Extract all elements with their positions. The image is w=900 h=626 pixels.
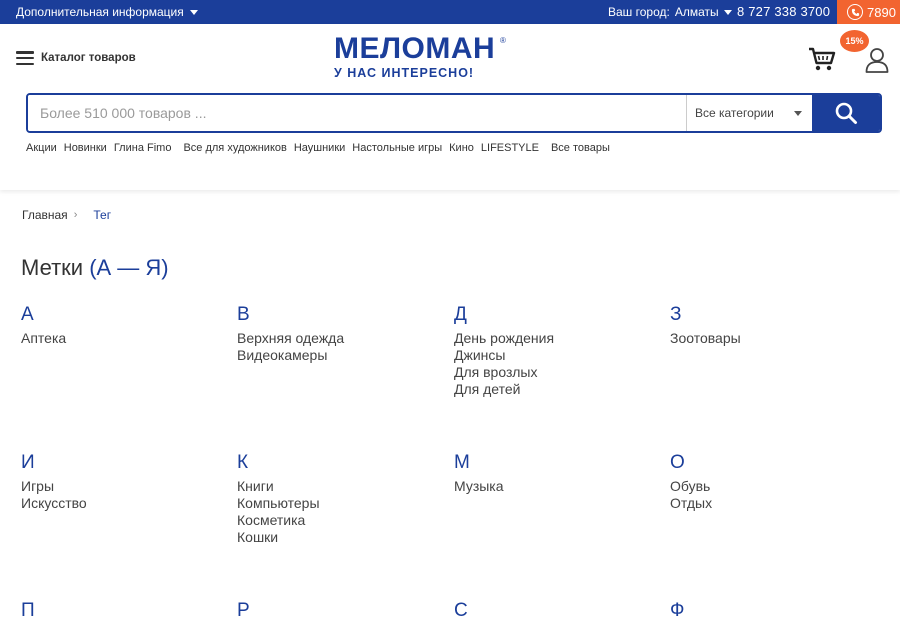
tag-link[interactable]: Компьютеры <box>237 495 320 511</box>
category-select-value: Все категории <box>695 106 774 120</box>
search-bar <box>26 93 882 133</box>
city-name: Алматы <box>674 5 719 19</box>
top-bar <box>0 0 900 24</box>
cart-icon[interactable] <box>808 46 836 72</box>
letter-group <box>21 452 231 512</box>
phone-icon <box>847 4 863 20</box>
group-letter: З <box>670 304 682 325</box>
chevron-right-icon: › <box>73 209 78 221</box>
quick-link[interactable]: Все для художников <box>183 142 287 154</box>
tag-list <box>237 478 447 546</box>
short-number: 7890 <box>867 4 896 20</box>
letter-group <box>670 452 880 512</box>
breadcrumb-home[interactable]: Главная <box>22 208 68 222</box>
tag-link[interactable]: Искусство <box>21 495 87 511</box>
group-letter: К <box>237 452 249 473</box>
letter-group <box>670 304 880 347</box>
quick-link[interactable]: Новинки <box>63 142 107 154</box>
tag-list <box>237 330 447 364</box>
letter-group <box>21 304 231 347</box>
tag-link[interactable]: Кошки <box>237 529 279 545</box>
tag-link[interactable]: Видеокамеры <box>237 347 328 363</box>
quick-link[interactable]: Кино <box>449 142 474 154</box>
tag-link[interactable]: Для врозлых <box>454 364 538 380</box>
logo-slogan: У НАС ИНТЕРЕСНО! <box>334 66 475 80</box>
discount-badge: 15% <box>840 30 869 52</box>
search-icon <box>834 101 858 125</box>
quick-link[interactable]: Наушники <box>293 142 346 154</box>
letter-group <box>670 600 880 626</box>
group-letter: М <box>454 452 470 473</box>
tag-link[interactable]: Для детей <box>454 381 521 397</box>
catalog-menu-button[interactable] <box>16 51 136 65</box>
phone-number[interactable]: 8 727 338 3700 <box>737 4 831 19</box>
chevron-down-icon <box>724 10 732 15</box>
tag-link[interactable]: Зоотовары <box>670 330 741 346</box>
category-select[interactable] <box>686 95 812 131</box>
tag-list <box>454 478 664 495</box>
quick-link[interactable]: Акции <box>26 142 57 154</box>
catalog-label: Каталог товаров <box>41 52 136 64</box>
group-letter: А <box>21 304 34 325</box>
tag-link[interactable]: Верхняя одежда <box>237 330 345 346</box>
site-logo[interactable] <box>334 34 514 82</box>
breadcrumb-current: Тег <box>93 208 112 222</box>
tag-link[interactable]: Обувь <box>670 478 711 494</box>
chevron-down-icon <box>794 111 802 116</box>
group-letter: Д <box>454 304 467 325</box>
group-letter: И <box>21 452 35 473</box>
letter-group <box>237 304 447 364</box>
search-button[interactable] <box>812 95 880 131</box>
group-letter: Р <box>237 600 250 621</box>
short-number-button[interactable] <box>837 0 900 24</box>
tag-link[interactable]: Книги <box>237 478 274 494</box>
city-prefix: Ваш город: <box>608 5 670 19</box>
tag-link[interactable]: Игры <box>21 478 55 494</box>
search-input[interactable] <box>28 95 686 131</box>
tag-link[interactable]: День рождения <box>454 330 555 346</box>
quick-links <box>26 142 617 154</box>
quick-link[interactable]: Все товары <box>550 142 610 154</box>
chevron-down-icon <box>190 10 198 15</box>
menu-icon <box>16 51 34 65</box>
tag-link[interactable]: Косметика <box>237 512 306 528</box>
group-letter: В <box>237 304 250 325</box>
letter-group <box>237 452 447 546</box>
tag-link[interactable]: Аптека <box>21 330 67 346</box>
tag-list <box>21 330 231 347</box>
logo-brand: МЕЛОМАН <box>334 32 496 65</box>
additional-info-dropdown[interactable] <box>16 5 198 19</box>
page-title <box>21 255 169 281</box>
letter-group <box>454 452 664 495</box>
quick-link[interactable]: LIFESTYLE <box>480 142 539 154</box>
user-icon[interactable] <box>865 47 889 73</box>
group-letter: П <box>21 600 35 621</box>
letter-group <box>454 600 664 626</box>
site-header <box>0 24 900 190</box>
letter-group <box>237 600 447 626</box>
page-title-range: (А — Я) <box>89 255 169 280</box>
letter-group <box>454 304 664 398</box>
page-title-text: Метки <box>21 255 90 280</box>
group-letter: О <box>670 452 685 473</box>
quick-link[interactable]: Настольные игры <box>352 142 443 154</box>
city-selector[interactable] <box>608 5 732 19</box>
group-letter: С <box>454 600 468 621</box>
tag-list <box>670 478 880 512</box>
tag-link[interactable]: Музыка <box>454 478 504 494</box>
tag-list <box>454 330 664 398</box>
breadcrumb <box>22 208 111 222</box>
tag-list <box>670 330 880 347</box>
quick-link[interactable]: Глина Fimo <box>113 142 172 154</box>
additional-info-label: Дополнительная информация <box>16 5 184 19</box>
tag-list <box>21 478 231 512</box>
tag-link[interactable]: Джинсы <box>454 347 506 363</box>
registered-mark: ® <box>500 36 506 45</box>
tag-link[interactable]: Отдых <box>670 495 713 511</box>
letter-group <box>21 600 231 626</box>
group-letter: Ф <box>670 600 685 621</box>
